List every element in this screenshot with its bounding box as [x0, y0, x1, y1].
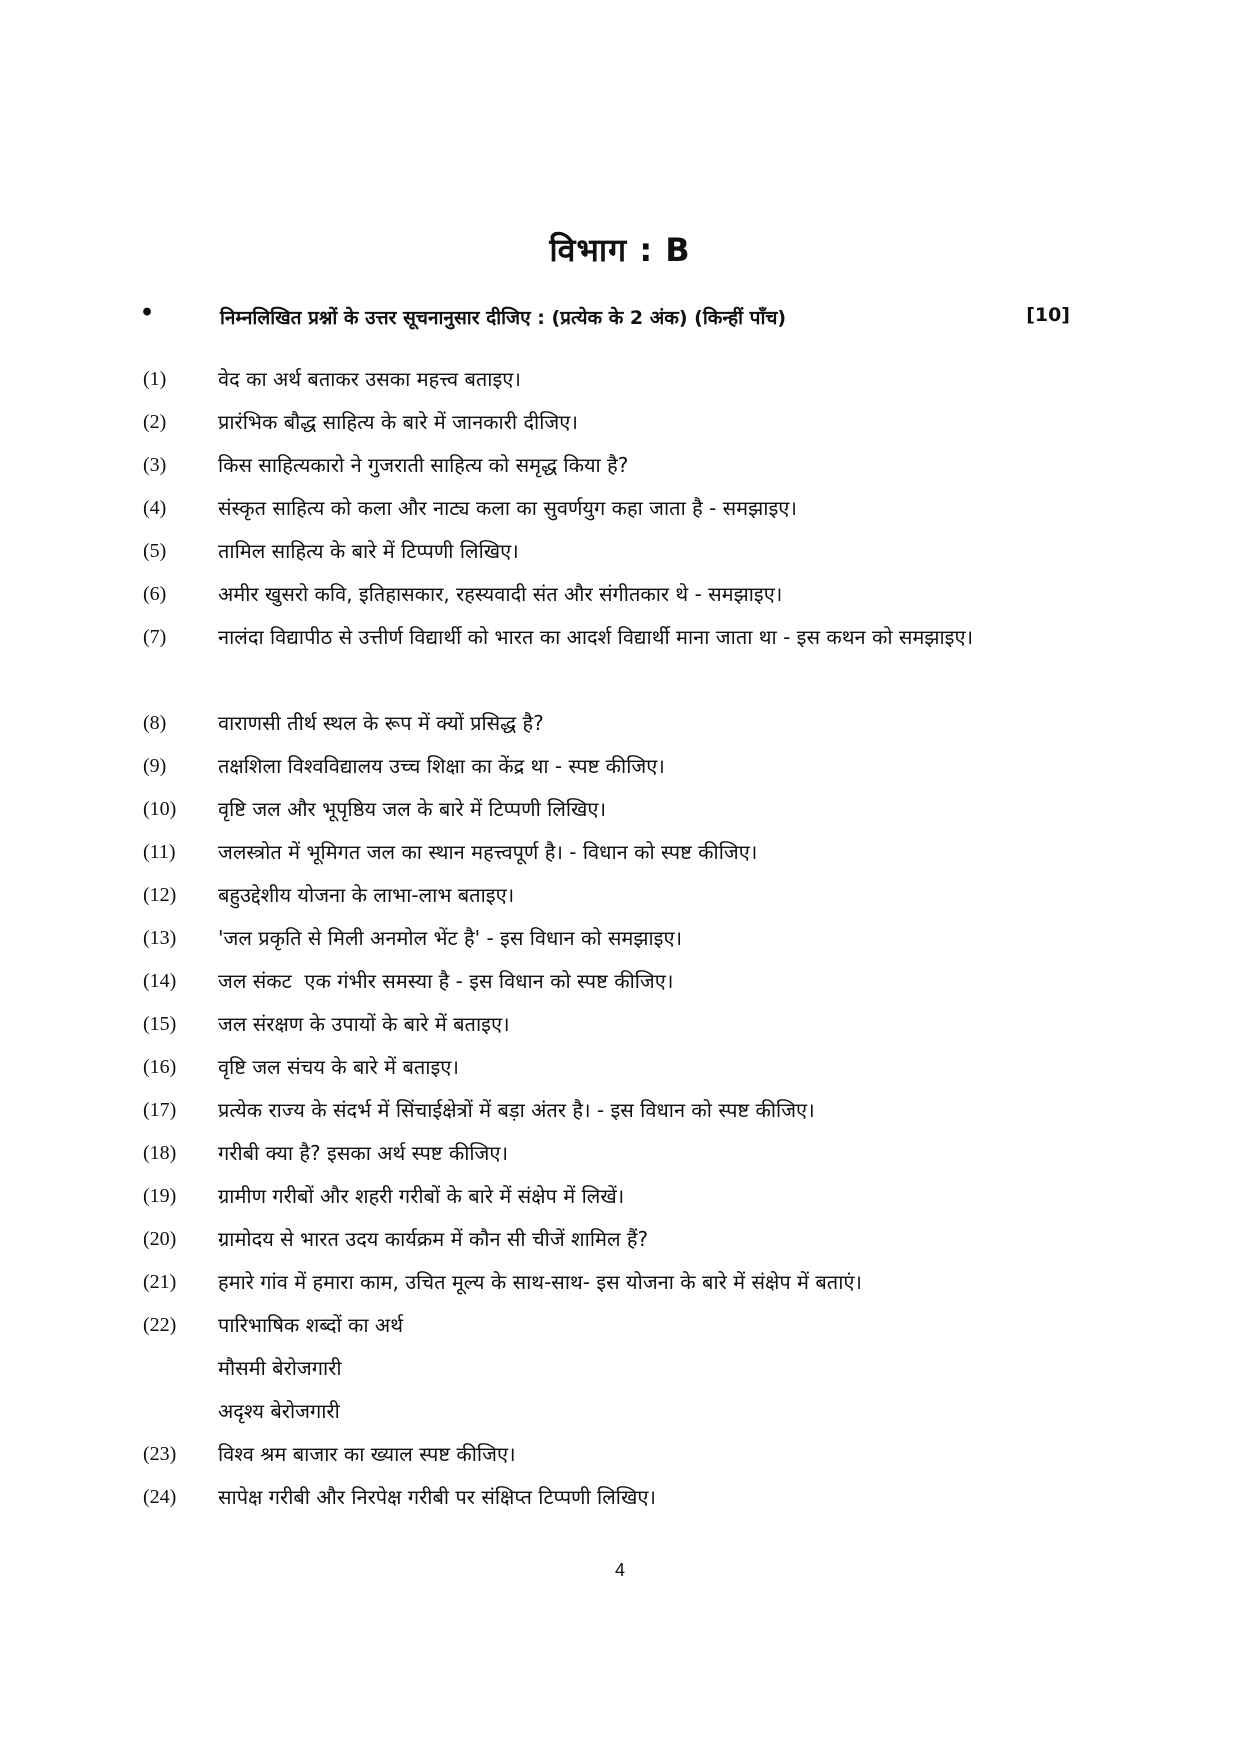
question-number: (14): [143, 970, 177, 992]
question-item: [0, 1179, 1240, 1222]
instruction-bullet: •: [140, 300, 155, 326]
question-item: [0, 1480, 1240, 1523]
question-item: [0, 362, 1240, 405]
question-text: जलस्त्रोत में भूमिगत जल का स्थान महत्त्वपूर्ण है। - विधान को स्पष्ट कीजिए।: [218, 840, 758, 864]
question-item: [0, 1265, 1240, 1308]
question-number: (9): [143, 755, 167, 777]
question-item: [0, 749, 1240, 792]
question-number: (4): [143, 497, 167, 519]
question-text: विश्व श्रम बाजार का ख्याल स्पष्ट कीजिए।: [218, 1442, 516, 1466]
term-seasonal-unemployment: मौसमी बेरोजगारी: [218, 1356, 342, 1380]
question-number: (11): [143, 841, 176, 863]
question-item: [0, 1437, 1240, 1480]
question-text: हमारे गांव में हमारा काम, उचित मूल्य के साथ-साथ- इस योजना के बारे में संक्षेप में बताएं।: [218, 1270, 863, 1294]
question-text: ग्रामीण गरीबों और शहरी गरीबों के बारे में संक्षेप में लिखें।: [218, 1184, 625, 1208]
question-text: नालंदा विद्यापीठ से उत्तीर्ण विद्यार्थी को भारत का आदर्श विद्यार्थी माना जाता था - इस कथन को समझाइए।: [218, 625, 974, 649]
question-number: (16): [143, 1056, 177, 1078]
question-text: प्रत्येक राज्य के संदर्भ में सिंचाईक्षेत्रों में बड़ा अंतर है। - इस विधान को स्पष्ट कीजिए।: [218, 1098, 815, 1122]
question-text: गरीबी क्या है? इसका अर्थ स्पष्ट कीजिए।: [218, 1141, 509, 1165]
instruction-line: [140, 302, 1070, 336]
question-number: (23): [143, 1443, 177, 1465]
question-number: (19): [143, 1185, 177, 1207]
question-text: वृष्टि जल और भूपृष्ठिय जल के बारे में टिप्पणी लिखिए।: [218, 797, 607, 821]
page-number: 4: [614, 1560, 625, 1580]
question-text: तामिल साहित्य के बारे में टिप्पणी लिखिए।: [218, 539, 519, 563]
question-number: (1): [143, 368, 167, 390]
question-text: पारिभाषिक शब्दों का अर्थ: [218, 1313, 403, 1337]
question-item: [0, 1136, 1240, 1179]
instruction-text: निम्नलिखित प्रश्नों के उत्तर सूचनानुसार दीजिए : (प्रत्येक के 2 अंक) (किन्हीं पाँच): [220, 307, 787, 329]
question-number: (6): [143, 583, 167, 605]
question-text: वृष्टि जल संचय के बारे में बताइए।: [218, 1055, 459, 1079]
question-number: (5): [143, 540, 167, 562]
question-item: [0, 964, 1240, 1007]
question-number: (8): [143, 712, 167, 734]
question-text: वाराणसी तीर्थ स्थल के रूप में क्यों प्रसिद्ध है?: [218, 711, 544, 735]
question-item: [0, 534, 1240, 577]
question-number: (24): [143, 1486, 177, 1508]
question-number: (15): [143, 1013, 177, 1035]
question-item: [0, 1093, 1240, 1136]
question-number: (10): [143, 798, 177, 820]
question-item: [0, 491, 1240, 534]
question-number: (18): [143, 1142, 177, 1164]
section-title: विभाग : B: [549, 231, 691, 269]
question-text: संस्कृत साहित्य को कला और नाट्य कला का सुवर्णयुग कहा जाता है - समझाइए।: [218, 496, 797, 520]
question-number: (12): [143, 884, 177, 906]
question-text: वेद का अर्थ बताकर उसका महत्त्व बताइए।: [218, 367, 521, 391]
question-text: 'जल प्रकृति से मिली अनमोल भेंट है' - इस विधान को समझाइए।: [218, 926, 683, 950]
question-item: [0, 921, 1240, 964]
instruction-marks: [10]: [1026, 304, 1070, 326]
question-text: बहुउद्देशीय योजना के लाभा-लाभ बताइए।: [218, 883, 515, 907]
question-text: ग्रामोदय से भारत उदय कार्यक्रम में कौन सी चीजें शामिल हैं?: [218, 1227, 649, 1251]
question-list: [0, 362, 1240, 1523]
question-number: (13): [143, 927, 177, 949]
question-item: [0, 620, 1240, 706]
question-number: (22): [143, 1314, 177, 1336]
question-number: (3): [143, 454, 167, 476]
question-item: [0, 792, 1240, 835]
question-item: [0, 405, 1240, 448]
question-item: [0, 706, 1240, 749]
question-number: (17): [143, 1099, 177, 1121]
question-number: (20): [143, 1228, 177, 1250]
question-text: जल संरक्षण के उपायों के बारे में बताइए।: [218, 1012, 510, 1036]
question-number: (2): [143, 411, 167, 433]
question-item: [0, 835, 1240, 878]
question-item: [0, 1007, 1240, 1050]
question-sub-item: [0, 1394, 1240, 1437]
question-text: किस साहित्यकारो ने गुजराती साहित्य को समृद्ध किया है?: [218, 453, 629, 477]
question-item: [0, 577, 1240, 620]
question-item: [0, 1050, 1240, 1093]
question-text: अमीर खुसरो कवि, इतिहासकार, रहस्यवादी संत और संगीतकार थे - समझाइए।: [218, 582, 783, 606]
question-item: [0, 1308, 1240, 1351]
question-number: (7): [143, 626, 167, 648]
question-text: प्रारंभिक बौद्ध साहित्य के बारे में जानकारी दीजिए।: [218, 410, 578, 434]
question-sub-item: [0, 1351, 1240, 1394]
question-text: जल संकट एक गंभीर समस्या है - इस विधान को स्पष्ट कीजिए।: [218, 969, 674, 993]
question-item: [0, 1222, 1240, 1265]
question-item: [0, 448, 1240, 491]
question-item: [0, 878, 1240, 921]
question-text: सापेक्ष गरीबी और निरपेक्ष गरीबी पर संक्षिप्त टिप्पणी लिखिए।: [218, 1485, 656, 1509]
term-hidden-unemployment: अदृश्य बेरोजगारी: [218, 1399, 340, 1423]
question-text: तक्षशिला विश्वविद्यालय उच्च शिक्षा का केंद्र था - स्पष्ट कीजिए।: [218, 754, 665, 778]
question-number: (21): [143, 1271, 177, 1293]
